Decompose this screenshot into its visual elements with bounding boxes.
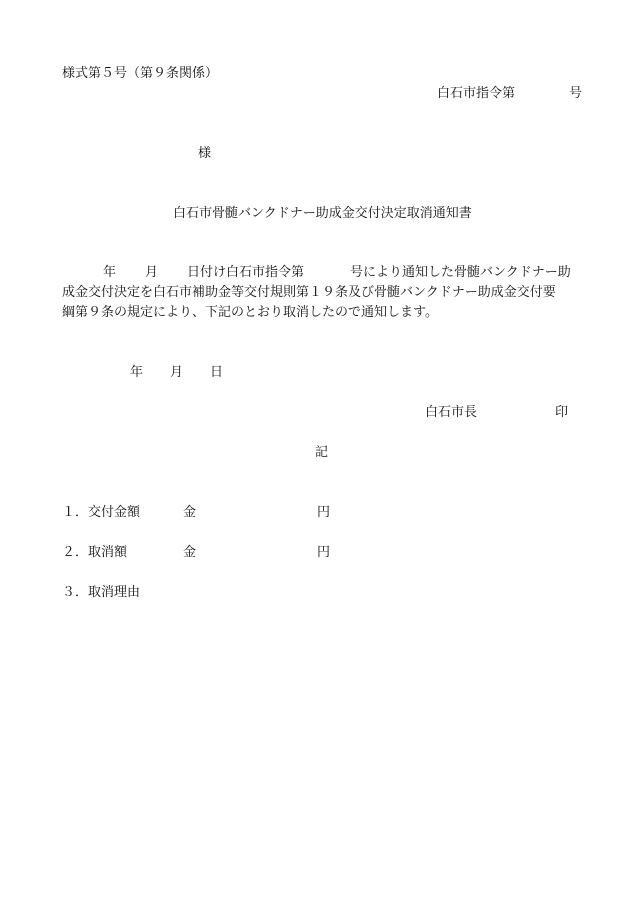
document-number-prefix: 白石市指令第 [437, 86, 516, 101]
item-cancel-amount-yen: 円 [317, 545, 331, 560]
date-day-label: 日 [210, 365, 224, 380]
notes-heading: 記 [315, 445, 329, 460]
recipient-honorific: 様 [198, 146, 212, 161]
date-month-label: 月 [170, 365, 184, 380]
document-title: 白石市骨髄バンクドナー助成金交付決定取消通知書 [173, 206, 472, 221]
form-number: 様式第５号（第９条関係） [62, 66, 219, 81]
date-year-label: 年 [130, 365, 144, 380]
body-month-label: 月 [145, 265, 159, 280]
body-line-3: 綱第９条の規定により、下記のとおり取消したので通知します。 [62, 305, 438, 320]
body-line-1: 号により通知した骨髄バンクドナー助 [350, 265, 571, 280]
body-line-2: 成金交付決定を白石市補助金等交付規則第１９条及び骨髄バンクドナー助成金交付要 [62, 285, 556, 300]
item-grant-amount-kin: 金 [183, 505, 197, 520]
item-cancel-amount-label: ２．取消額 [62, 545, 128, 560]
body-year-label: 年 [103, 265, 117, 280]
body-day-reference: 日付け白石市指令第 [187, 265, 305, 280]
document-number-suffix: 号 [569, 86, 583, 101]
item-grant-amount-label: １．交付金額 [62, 505, 141, 520]
item-cancel-amount-kin: 金 [183, 545, 197, 560]
mayor-title: 白石市長 [425, 405, 478, 420]
item-grant-amount-yen: 円 [317, 505, 331, 520]
seal-mark: 印 [555, 405, 569, 420]
item-cancel-reason-label: ３．取消理由 [62, 585, 141, 600]
